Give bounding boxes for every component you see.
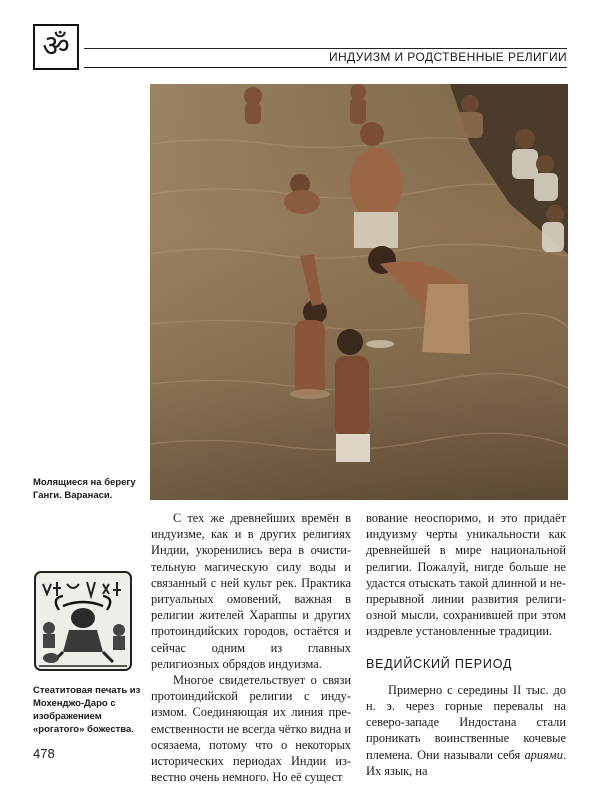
text-column-right <box>366 510 566 779</box>
page-number: 478 <box>33 746 55 761</box>
emphasis-term: ариями <box>524 747 563 762</box>
paragraph <box>366 682 566 779</box>
text-column-left <box>151 510 351 785</box>
section-heading: ВЕДИЙСКИЙ ПЕРИОД <box>366 656 513 671</box>
steatite-seal-image <box>33 570 133 672</box>
header-rule-bottom <box>84 67 567 68</box>
paragraph: Многое свидетельствует о связи протоиндийской религии с индуизмом. Соединяющая их линия преемственности не всегда чётко видна и осязаема, потому что о некоторых исторических периодах Индии известно очень немного. Но её сущест <box>151 673 351 785</box>
om-symbol-box <box>33 24 79 70</box>
seal-caption: Стеатитовая печать из Мохенджо-Даро с изображением «рогатого» божества. <box>33 685 141 735</box>
header-rule-top <box>84 48 567 49</box>
photo-caption: Молящиеся на берегу Ганги. Варанаси. <box>33 477 136 501</box>
paragraph: С тех же древнейших времён в индуизме, как и в других религиях Индии, укоренились вера в очистительную магическую силу воды и связанный с ней культ рек. Практика ритуальных омовений, важная в религии жителей Хараппы и других протоиндийских городов, остаётся и сейчас одним из главных религиозных обрядов индуизма. <box>151 511 351 671</box>
paragraph-continuation: вование неоспоримо, и это придаёт индуизму черты уникальности как древнейшей в мире национальной религии. Пожалуй, нигде больше не удастся отыскать такой длинной и непрерывной линии развития религиозной мысли, сохранившей при этом издревле установленные традиции. <box>366 511 566 639</box>
paragraph-text: . Их язык, на <box>366 747 566 778</box>
running-title: ИНДУИЗМ И РОДСТВЕННЫЕ РЕЛИГИИ <box>328 50 567 64</box>
bathers-photo <box>150 84 568 500</box>
paragraph-text: Примерно с середины II тыс. до н. э. через горные перевалы на северо-западе Индостана стали проникать воинственные кочевые племена. Они называли себя <box>366 682 566 762</box>
om-icon: ॐ <box>42 29 70 64</box>
